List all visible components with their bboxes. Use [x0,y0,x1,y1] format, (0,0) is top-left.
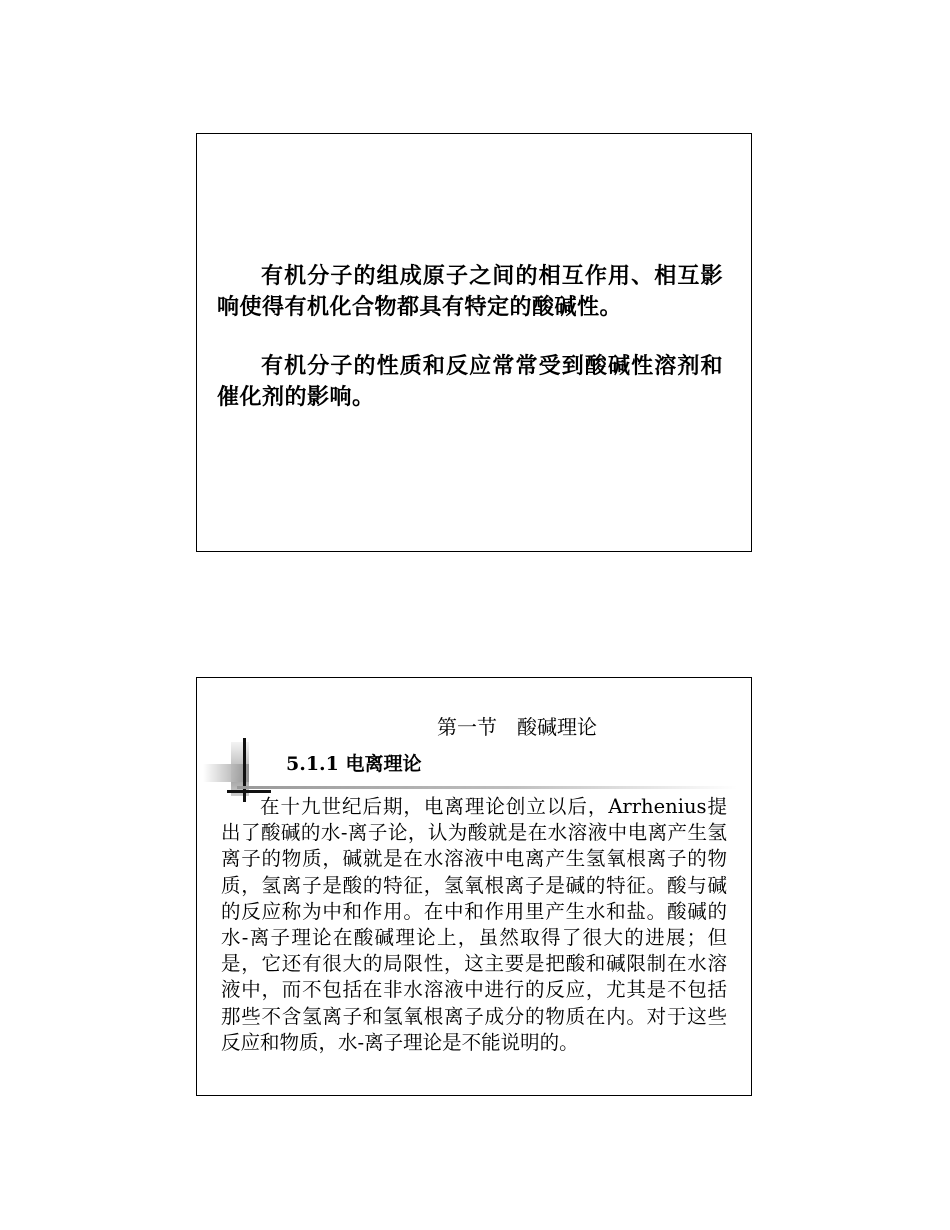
heading-divider [237,786,737,789]
slide-2-body-text: 在十九世纪后期，电离理论创立以后，Arrhenius提出了酸碱的水-离子论，认为酸就是在水溶液中电离产生氢离子的物质，碱就是在水溶液中电离产生氢氧根离子的物质，氢离子是酸的特征，氢氧根离子是碱的特征。酸与碱的反应称为中和作用。在中和作用里产生水和盐。酸碱的水-离子理论在酸碱理论上，虽然取得了很大的进展；但是，它还有很大的局限性，这主要是把酸和碱限制在水溶液中，而不包括在非水溶液中进行的反应，尤其是不包括那些不含氢离子和氢氧根离子成分的物质在内。对于这些反应和物质，水-离子理论是不能说明的。 [221,795,727,1054]
decoration-line-horizontal [227,790,271,793]
section-title: 第一节 酸碱理论 [437,715,597,739]
slide-2 [196,677,752,1096]
subsection-heading: 5.1.1 电离理论 [286,753,422,775]
slide-1-paragraph-2: 有机分子的性质和反应常常受到酸碱性溶剂和催化剂的影响。 [217,353,723,410]
slide-1 [196,133,752,552]
slide-1-paragraph-1: 有机分子的组成原子之间的相互作用、相互影响使得有机化合物都具有特定的酸碱性。 [217,263,723,320]
